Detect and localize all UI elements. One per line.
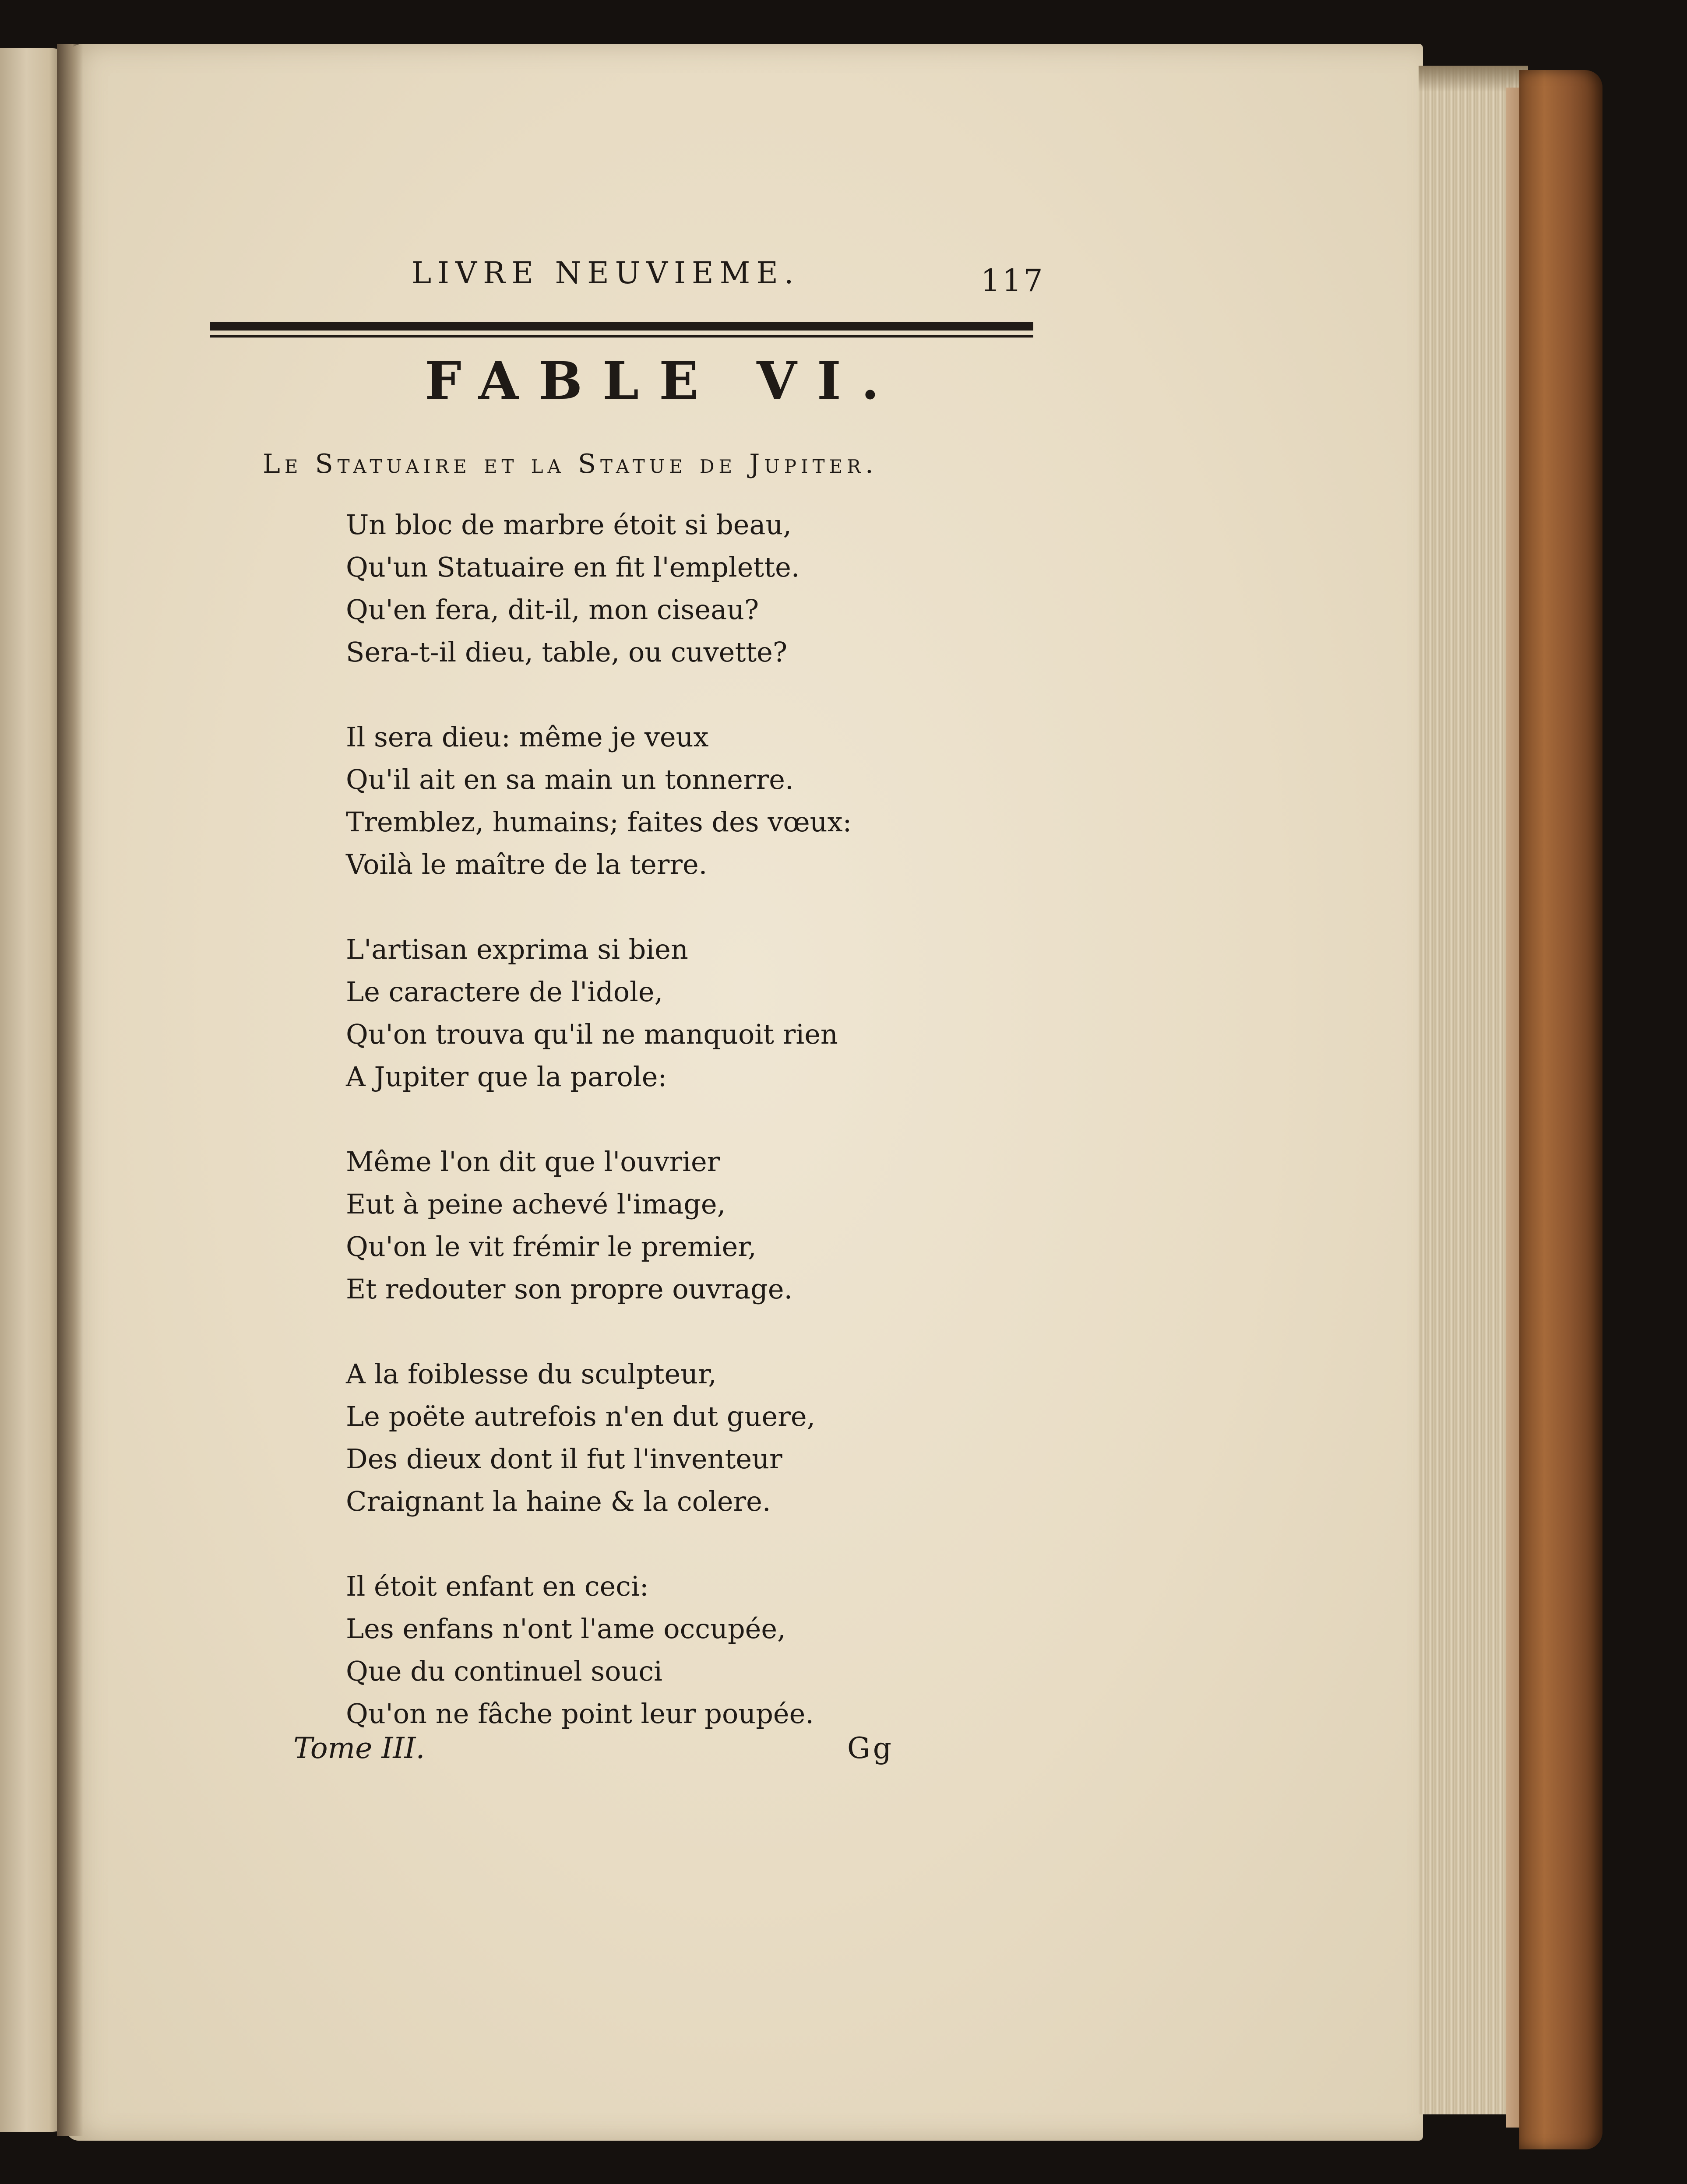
verse-line: A Jupiter que la parole: [346, 1061, 667, 1093]
verse-line: Qu'on trouva qu'il ne manquoit rien [346, 1018, 838, 1050]
stanza [346, 716, 852, 886]
verse-line: Le poëte autrefois n'en dut guere, [346, 1400, 816, 1432]
verse-line: Un bloc de marbre étoit si beau, [346, 509, 792, 541]
verse-line: Craignant la haine & la colere. [346, 1485, 771, 1517]
verse-line: Tremblez, humains; faites des vœux: [346, 806, 852, 838]
verse-line: Qu'on le vit frémir le premier, [346, 1231, 757, 1263]
verse-line: Même l'on dit que l'ouvrier [346, 1146, 720, 1178]
verse-line: Des dieux dont il fut l'inventeur [346, 1443, 782, 1475]
stanza [346, 928, 852, 1098]
verse-line: Qu'il ait en sa main un tonnerre. [346, 763, 794, 795]
leather-binding [1519, 70, 1602, 2149]
verse-line: Et redouter son propre ouvrage. [346, 1273, 793, 1305]
verse-line: Il étoit enfant en ceci: [346, 1570, 649, 1602]
stanza [346, 1565, 852, 1735]
fable-subtitle [263, 449, 878, 479]
gathering-mark: Gg [847, 1731, 894, 1765]
verse-line: Eut à peine achevé l'image, [346, 1188, 726, 1220]
verse-line: Voilà le maître de la terre. [346, 848, 708, 880]
fable-subtitle-text: Le Statuaire et la Statue de Jupiter. [263, 449, 878, 479]
verse-line: Sera-t-il dieu, table, ou cuvette? [346, 636, 788, 668]
facing-page-edge [0, 48, 66, 2132]
verse-line: A la foiblesse du sculpteur, [346, 1358, 717, 1390]
stanza [346, 1353, 852, 1523]
verse-line: L'artisan exprima si bien [346, 933, 688, 965]
verse-line: Le caractere de l'idole, [346, 976, 663, 1008]
stanza [346, 503, 852, 673]
header-rule-thin [210, 335, 1033, 338]
verse-line: Qu'un Statuaire en fit l'emplette. [346, 551, 800, 583]
stanza [346, 1140, 852, 1310]
running-title: LIVRE NEUVIEME. [412, 256, 800, 291]
gutter-shadow [57, 44, 83, 2136]
verse-line: Que du continuel souci [346, 1655, 662, 1687]
verse-line: Les enfans n'ont l'ame occupée, [346, 1613, 786, 1645]
page-number: 117 [981, 263, 1045, 299]
verse-line: Qu'en fera, dit-il, mon ciseau? [346, 594, 759, 626]
poem [346, 503, 852, 1735]
verse-line: Qu'on ne fâche point leur poupée. [346, 1698, 814, 1730]
verse-line: Il sera dieu: même je veux [346, 721, 709, 753]
volume-signature: Tome III. [293, 1731, 425, 1765]
fable-title: FABLE VI. [425, 350, 899, 411]
header-rule-thick [210, 322, 1033, 331]
